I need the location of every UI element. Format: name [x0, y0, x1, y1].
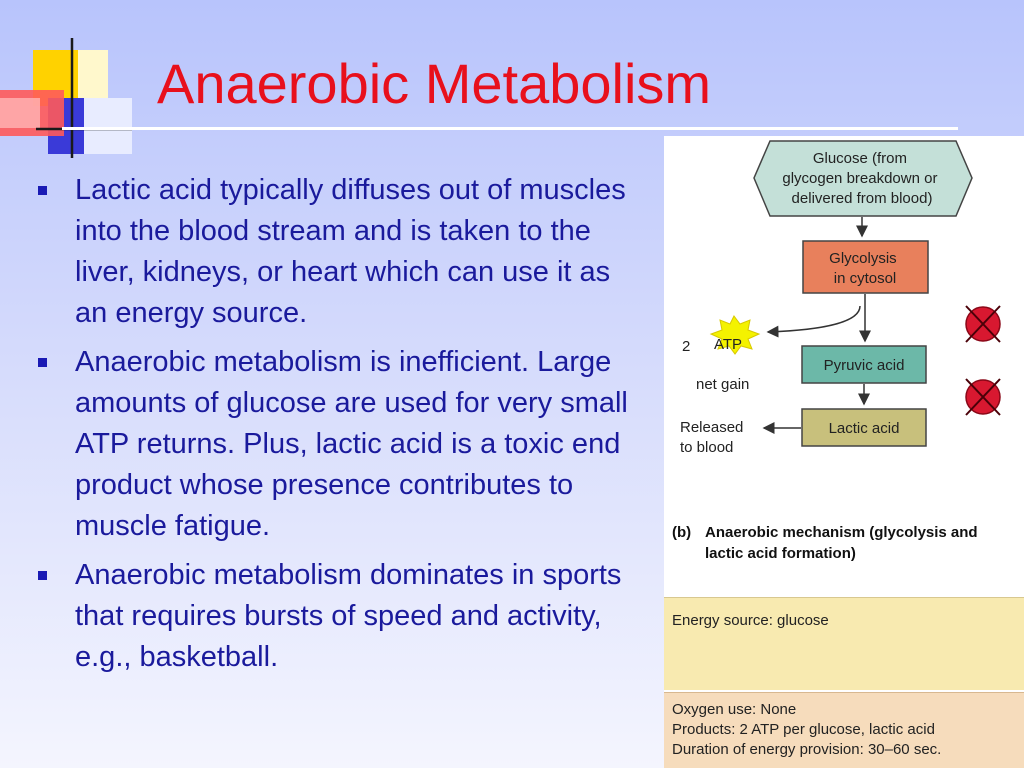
duration-text: Duration of energy provision: 30–60 sec. [672, 741, 942, 758]
no-oxygen-icon [966, 306, 1000, 342]
glucose-line: Glucose (from [812, 150, 908, 167]
glycolysis-line: in cytosol [833, 270, 897, 287]
glucose-line: delivered from blood) [791, 190, 933, 207]
flow-diagram [664, 136, 1024, 508]
glucose-line: glycogen breakdown or [782, 170, 938, 187]
bullet-text: Anaerobic metabolism is inefficient. Large amounts of glucose are used for very small ATP returns. Plus, lactic acid is a toxic end product whose presence contributes to muscle fatigue. [75, 346, 628, 542]
title-underline [62, 127, 958, 130]
released-line: to blood [680, 439, 734, 456]
bullet-item [36, 342, 636, 547]
products-text: Products: 2 ATP per glucose, lactic acid [672, 721, 935, 738]
atp-count: 2 [682, 338, 691, 355]
arrow-atp-branch [768, 306, 860, 332]
figure-caption [664, 512, 1024, 594]
bullet-marker-icon [38, 571, 47, 580]
energy-source-band [664, 597, 1024, 690]
energy-source-text: Energy source: glucose [672, 612, 829, 629]
logo-squares [0, 38, 132, 158]
bullet-marker-icon [38, 358, 47, 367]
oxygen-use-text: Oxygen use: None [672, 701, 797, 718]
lactic-label: Lactic acid [828, 420, 900, 437]
bullet-item [36, 555, 636, 678]
metabolism-figure [664, 136, 1024, 768]
bullet-text: Anaerobic metabolism dominates in sports that requires bursts of speed and activity, e.g., basketball. [75, 559, 622, 673]
oxygen-products-band [664, 692, 1024, 768]
glycolysis-line: Glycolysis [829, 250, 897, 267]
net-gain-label: net gain [696, 376, 750, 393]
caption-text: Anaerobic mechanism (glycolysis and lactic acid formation) [705, 524, 978, 562]
slide-title: Anaerobic Metabolism [157, 52, 712, 115]
atp-label: ATP [714, 336, 743, 353]
bullet-item [36, 170, 636, 334]
caption-label: (b) [672, 524, 692, 541]
bullet-list [36, 170, 636, 686]
svg-text:Released to blood [680, 419, 748, 456]
no-oxygen-icon [966, 379, 1000, 415]
pyruvic-label: Pyruvic acid [823, 357, 905, 374]
bullet-text: Lactic acid typically diffuses out of muscles into the blood stream and is taken to the liver, kidneys, or heart which can use it as an energy source. [75, 174, 626, 329]
released-line: Released [680, 419, 744, 436]
bullet-marker-icon [38, 186, 47, 195]
